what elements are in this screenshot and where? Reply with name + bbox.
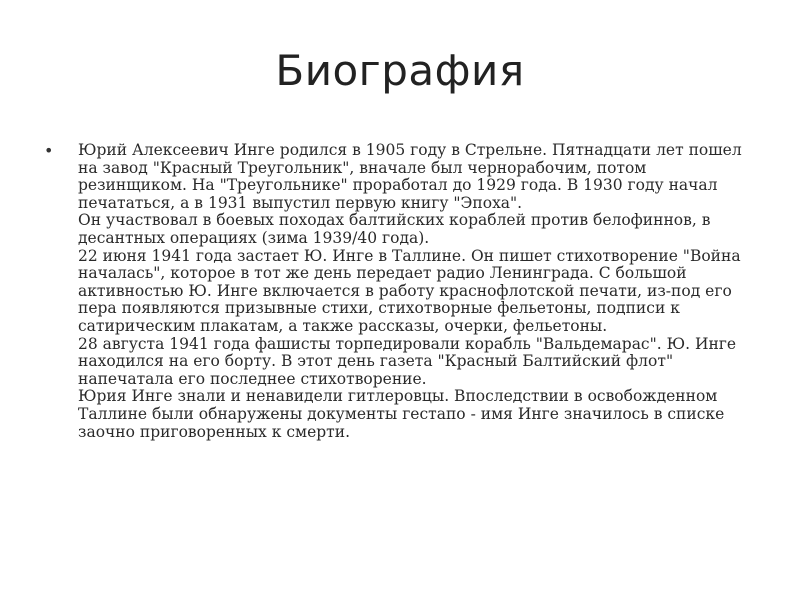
bullet-icon: • [44,141,54,160]
paragraph-early-life: Юрий Алексеевич Инге родился в 1905 году в Стрельне. Пятнадцати лет пошел на завод "Красный Треугольник", вначале был чернорабочим, потом резинщиком. На "Треугольнике" проработал до 1929 года. В 1930 году начал печататься, а в 1931 выпустил первую книгу "Эпоха". [78,141,742,212]
paragraph-gestapo: Юрия Инге знали и ненавидели гитлеровцы. Впоследствии в освобожденном Таллине были обнаружены документы гестапо - имя Инге значилось в списке заочно приговоренных к смерти. [78,387,725,441]
biography-text [78,142,758,441]
paragraph-war-start: 22 июня 1941 года застает Ю. Инге в Таллине. Он пишет стихотворение "Война началась", которое в тот же день передает радио Ленинграда. С большой активностью Ю. Инге включается в работу краснофлотской печати, из-под его пера появляются призывные стихи, стихотворные фельетоны, подписи к сатирическим плакатам, а также рассказы, очерки, фельетоны. [78,246,741,335]
paragraph-campaigns: Он участвовал в боевых походах балтийских кораблей против белофиннов, в десантных операциях (зима 1939/40 года). [78,211,711,247]
slide-title: Биография [275,46,525,95]
paragraph-death: 28 августа 1941 года фашисты торпедировали корабль "Вальдемарас". Ю. Инге находился на его борту. В этот день газета "Красный Балтийский флот" напечатала его последнее стихотворение. [78,334,737,388]
